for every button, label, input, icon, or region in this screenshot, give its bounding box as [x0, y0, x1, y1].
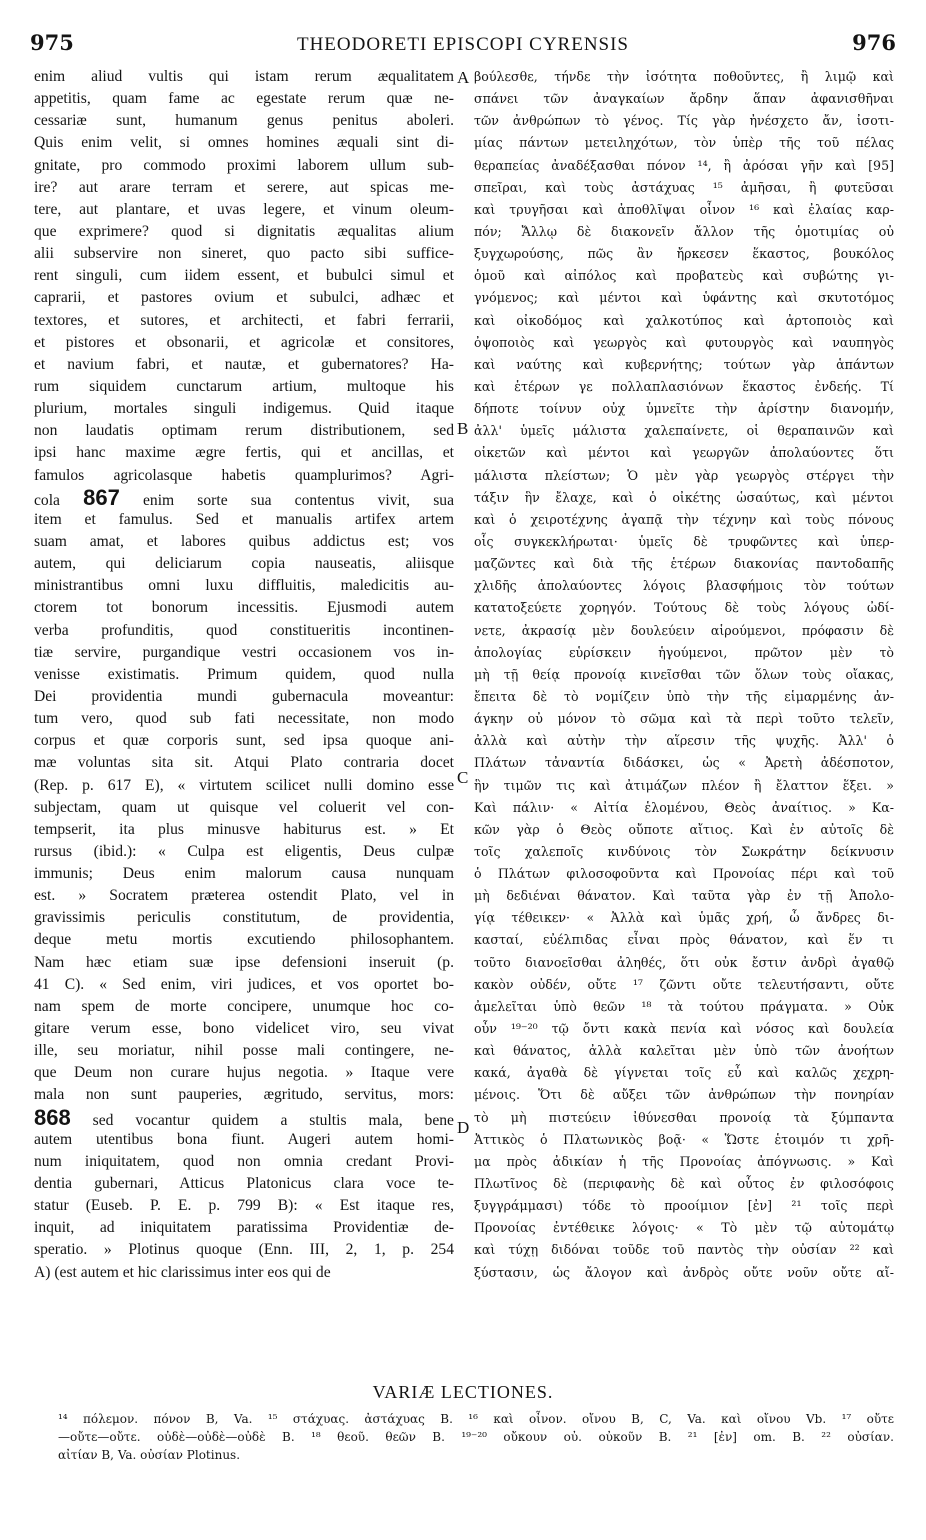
greek-text-line: ὀψοποιὸς καὶ γεωργὸς καὶ φυτουργὸς καὶ ναυπηγὸς: [474, 334, 894, 350]
greek-text-line: ἀπολογίας εὑρίσκειν ἡγούμενοι, πρῶτον μὲν τὸ: [474, 644, 894, 660]
latin-text-line: et pistores et obsonarii, et agricolæ et consitores,: [34, 333, 454, 351]
greek-text-line: Πλάτων τἀναντία διδάσκει, ὡς « Ἀρετὴ ἀδέσποτον,: [474, 755, 894, 771]
latin-text-line: verba profunditis, quod constitueritis incontinen-: [34, 621, 454, 639]
latin-text-line: (Rep. p. 617 E), « virtutem scilicet nulli domino esse: [34, 776, 454, 794]
latin-text-line: suam amat, et labores quibus addictus est; vos: [34, 532, 454, 550]
latin-text-line: ipsi hanc maxime ægre fertis, qui et ancillas, et: [34, 444, 454, 462]
latin-text-line: speratio. » Plotinus quoque (Enn. III, 2, 1, p. 254: [34, 1241, 454, 1259]
greek-text-line: κατατοξεύετε χορηγόν. Τούτους δὲ τοὺς λόγους ὠδί-: [474, 600, 894, 616]
latin-text-line: tum vero, quod sub fati necessitate, non modo: [34, 710, 454, 728]
greek-text-line: Πλωτῖνος δὲ (περιφανὴς δὲ καὶ οὗτος ἐν φιλοσόφοις: [474, 1176, 894, 1192]
latin-text-line: mæ voluntas sita sit. Atqui Plato contraria docet: [34, 754, 454, 772]
latin-text-line: tiæ servire, purgandique vestri occasionem vos in-: [34, 643, 454, 661]
latin-text-line: tere, aut plantare, et uvas legere, et vinum oleum-: [34, 200, 454, 218]
greek-text-line: μαζῶντες καὶ διὰ τῆς ἑτέρων διακονίας παντοδαπῆς: [474, 556, 894, 572]
latin-text-line: caprarii, et pastores ovium et subulci, adhæc et: [34, 289, 454, 307]
latin-text-line: num iniquitatem, quod non omnia credant Provi-: [34, 1152, 454, 1170]
greek-text-line: τῶν ἀνθρώπων τὸ γένος. Τίς γὰρ ἠνέσχετο ἄν, ἰσοτι-: [474, 113, 894, 129]
page-number-left: 975: [30, 30, 74, 55]
variae-lectiones-notes: [58, 1410, 894, 1464]
section-marker-b: B: [457, 419, 469, 438]
greek-text-line: καὶ ναύτης καὶ κυβερνήτης; τούτων γὰρ ἁπάντων: [474, 356, 894, 372]
latin-text-line: enim aliud vultis qui istam rerum æqualitatem: [34, 68, 454, 85]
greek-text-line: καὶ ἑτέρων γε πολλαπλασιόνων ἕκαστος ἐνδεής. Τί: [474, 378, 894, 394]
latin-text-line: subjectam, quam ut quisque vel coluerit vel con-: [34, 798, 454, 816]
latin-text-line: immunis; Deus enim malorum causa nunquam: [34, 865, 454, 883]
running-title: THEODORETI EPISCOPI CYRENSIS: [296, 34, 630, 55]
greek-text-line: τοῖς χαλεποῖς κινδύνοις τὸν Σωκράτην δείκνυσιν: [474, 843, 894, 859]
latin-text-fragment: cola: [34, 491, 60, 509]
latin-text-line: autem utentibus bona fiunt. Augeri autem homi-: [34, 1130, 454, 1148]
greek-text-line: οἷς συγκεκλήρωται· ὑμεῖς δὲ τρυφῶντες καὶ ὑπερ-: [474, 533, 894, 549]
greek-text-line: κῶν γὰρ ὁ Θεὸς οὔποτε αἴτιος. Καὶ ἐν αὐτοῖς δὲ: [474, 821, 894, 837]
latin-text-line: Quis enim velit, si omnes homines æquali sint di-: [34, 134, 454, 152]
latin-text-line: ministrantibus omni luxu diffluitis, maledicitis au-: [34, 577, 454, 595]
latin-text-line: rent singuli, cum iidem essent, et bubulci simul et: [34, 267, 454, 285]
latin-text-line: ire? aut arare terram et serere, aut spicas me-: [34, 178, 454, 196]
variant-note-line: —οὔτε—οὔτε. οὐδὲ—οὐδὲ—οὐδὲ B. ¹⁸ θεοῦ. θεῶν B. ¹⁹⁻²⁰ οὔκουν οὐ. οὐκοῦν B. ²¹ [ἐν] om. B. ²² οὐσίαν.: [58, 1430, 894, 1444]
greek-text-line: χλιδῆς ἀπολαύοντες λόγοις βλασφήμοις τὸν τούτων: [474, 578, 894, 594]
latin-text-line: ille, seu moriatur, nihil posse mali contingere, ne-: [34, 1042, 454, 1060]
latin-text-line: ctorem tot bonorum incessitis. Ejusmodi autem: [34, 599, 454, 617]
section-marker-c: C: [457, 768, 469, 787]
greek-text-line: καὶ ὁ χειροτέχνης ἀγαπᾷ τὴν τέχνην καὶ τοὺς πόνους: [474, 511, 894, 527]
latin-text-line: 41 C). « Sed enim, viri judices, et vos oportet bo-: [34, 975, 454, 993]
latin-text-line: rursus (ibid.): « Culpa est eligentis, Deus culpæ: [34, 842, 454, 860]
latin-text-line: alii subservire non sineret, quo pacto sibi suffice-: [34, 245, 454, 263]
section-marker-a: A: [457, 68, 470, 87]
latin-text-line: venisse existimatis. Primum quidem, quod nulla: [34, 665, 454, 683]
greek-text-line: ξυγχωρούσης, πῶς ἂν ἤρκεσεν ἕκαστος, βουκόλος: [474, 246, 894, 262]
greek-text-line: μὴ τῇ θείᾳ προνοίᾳ κινεῖσθαι τῶν ὅλων τοὺς οἴακας,: [474, 666, 894, 682]
greek-text-line: μα πρὸς ἀδικίαν ἡ τῆς Προνοίας ἀπόγνωσις. » Καὶ: [474, 1153, 894, 1169]
page-header: [30, 30, 896, 60]
latin-text-line: autem, qui deliciarum copia nauseatis, aliisque: [34, 555, 454, 573]
greek-text-line: ξύστασιν, ὡς ἄλογον καὶ ἀνδρὸς οὔτε νοῦν οὔτε αἴ-: [474, 1264, 894, 1280]
greek-text-line: γνόμενος; καὶ μέντοι καὶ ὑφάντης καὶ σκυτοτόμος: [474, 290, 894, 306]
latin-text-line: Nam hæc etiam suæ ipse defensioni inseruit (p.: [34, 953, 454, 971]
greek-text-line: τοῦτο διανοεῖσθαι ἀληθές, ὅτι οὐκ ἔστιν ἀνδρὶ ἀγαθῷ: [474, 954, 894, 970]
latin-text-line: rum siquidem cunctarum artium, multoque his: [34, 377, 454, 395]
variae-lectiones-title: VARIÆ LECTIONES.: [372, 1382, 554, 1402]
latin-text-line: que Deum non curare hujus negotia. » Itaque vere: [34, 1064, 454, 1082]
latin-text-line: gnitate, pro commodo proximi laborem ullum sub-: [34, 156, 454, 174]
latin-text-line: cessariæ sunt, humanum genus penitus aboleri.: [34, 112, 454, 130]
greek-text-line: μὴ δεδιέναι θάνατον. Καὶ ταῦτα γὰρ ἐν τῇ Ἀπολο-: [474, 888, 894, 904]
greek-text-line: καὶ τρυγῆσαι καὶ ἀποθλῖψαι οἶνον ¹⁶ καὶ ἐλαίας καρ-: [474, 201, 894, 217]
latin-text-line: appetitis, quam fame ac egestate rerum quæ ne-: [34, 90, 454, 108]
greek-text-line: τάξιν ἣν ἔλαχε, καὶ ὁ οἰκέτης ὡσαύτως, καὶ μέντοι: [474, 489, 894, 505]
latin-text-line: nam spem de morte concipere, unumque hoc co-: [34, 997, 454, 1015]
latin-text-line: inquit, ad iniquitatem paratissima Providentiæ de-: [34, 1219, 454, 1237]
greek-text-line: τὸ μὴ πιστεύειν ἰθύνεσθαι προνοίᾳ τὰ ξύμπαντα: [474, 1109, 894, 1125]
greek-text-line: Καὶ πάλιν· « Αἰτία ἑλομένου, Θεὸς ἀναίτιος. » Κα-: [474, 799, 894, 815]
greek-text-line: ἔπειτα δὲ τὸ νομίζειν ὑπὸ τὴν τῆς εἱμαρμένης ἀν-: [474, 688, 894, 704]
greek-text-line: δήποτε τοίνυν οὐχ ὑμνεῖτε τὴν ἀρίστην διανομήν,: [474, 401, 894, 417]
column-number-868: 868: [34, 1106, 71, 1129]
greek-text-line: ἀλλ' ὑμεῖς μάλιστα χαλεπαίνετε, οἱ θεραπαινῶν καὶ: [474, 423, 894, 439]
latin-text-line: textores, et sutores, et architecti, et fabri ferrarii,: [34, 311, 454, 329]
greek-text-line: Ἀττικὸς ὁ Πλατωνικὸς βοᾷ· « Ὥστε ἑτοιμόν τι χρῆ-: [474, 1131, 894, 1147]
latin-text-line: corpus et quæ corporis sunt, sed ipsa quoque ani-: [34, 732, 454, 750]
greek-text-line: ὁμοῦ καὶ αἰπόλος καὶ προβατεὺς καὶ συβώτης γι-: [474, 268, 894, 284]
variant-note-line: ¹⁴ πόλεμον. πόνον B, Va. ¹⁵ στάχυας. ἀστάχυας B. ¹⁶ καὶ οἶνον. οἴνου B, C, Va. καὶ οἴνου Vb. ¹⁷ οὔτε: [58, 1412, 894, 1426]
greek-text-line: Προνοίας ἐντέθεικε λόγοις· « Τὸ μὲν τῷ αὐτομάτῳ: [474, 1220, 894, 1236]
greek-text-line: σπεῖραι, καὶ τοὺς ἀστάχυας ¹⁵ ἀμῆσαι, ἢ φυτεῦσαι: [474, 179, 894, 195]
latin-text-line: et navium fabri, et nautæ, et gubernatores? Ha-: [34, 355, 454, 373]
latin-text-line: [34, 1107, 454, 1129]
greek-column: [474, 66, 894, 1284]
greek-text-line: μίας πάντων μετειληχότων, τὸν ὑπὲρ τῆς τοῦ πέλας: [474, 135, 894, 151]
greek-text-line: σπάνει τῶν ἀναγκαίων ἄρδην ἅπαν ἀφανισθῆναι: [474, 91, 894, 107]
latin-text-line: mala non sunt pauperies, ægritudo, servitus, mors:: [34, 1086, 454, 1104]
latin-text-line: deque metu mortis excutiendo philosophantem.: [34, 931, 454, 949]
latin-text-line: que exprimere? quod si dignitatis æqualitas alium: [34, 222, 454, 240]
greek-text-line: γίᾳ τέθεικεν· « Ἀλλὰ καὶ ὑμᾶς χρή, ὦ ἄνδρες δι-: [474, 910, 894, 926]
greek-text-line: μένοις. Ὅτι δὲ αὔξει τῶν ἀνθρώπων τὴν πονηρίαν: [474, 1087, 894, 1103]
latin-text-line: Dei providentia mundi gubernacula moveantur:: [34, 687, 454, 705]
latin-text-line: dentia gubernari, Atticus Platonicus clara voce te-: [34, 1175, 454, 1193]
page-number-right: 976: [852, 30, 896, 55]
variant-note-line: αἰτίαν B, Va. οὐσίαν Plotinus.: [58, 1448, 241, 1462]
greek-text-line: κασταί, εὐέλπιδας εἶναι πρὸς θάνατον, καὶ ἕν τι: [474, 932, 894, 948]
greek-text-line: θεραπείας ἀναδέξασθαι πόνον ¹⁴, ἢ ἀρόσαι γῆν καὶ [95]: [474, 157, 894, 173]
latin-text-line: plurium, mortales singuli indigemus. Quid itaque: [34, 400, 454, 418]
greek-text-line: ξυγγράμμασι) τόδε τὸ προοίμιον [ἐν] ²¹ τοῖς περὶ: [474, 1198, 894, 1214]
latin-text-line: tempserit, ita plus minusve habiturus est. » Et: [34, 820, 454, 838]
greek-text-line: ἀμελεῖται ὑπὸ θεῶν ¹⁸ τὰ τούτου πράγματα. » Οὐκ: [474, 998, 894, 1014]
latin-text-line: famulos agricolasque habetis quamplurimos? Agri-: [34, 466, 454, 484]
greek-text-line: οὖν ¹⁹⁻²⁰ τῷ ὄντι κακὰ πενία καὶ νόσος καὶ δουλεία: [474, 1021, 894, 1037]
greek-text-line: κακὸν οὐδέν, οὔτε ¹⁷ ζῶντι οὔτε τελευτήσαντι, οὔτε: [474, 976, 894, 992]
latin-text-line: est. » Socratem præterea ostendit Plato, vel in: [34, 887, 454, 905]
greek-text-line: πόν; Ἄλλῳ δὲ διακονεῖν ἄλλον τῆς ὁμοτιμίας οὐ: [474, 223, 894, 239]
latin-text-line: non laudatis optimam rerum distributionem, sed: [34, 422, 454, 440]
greek-text-line: ὁ Πλάτων φιλοσοφοῦντα καὶ Προνοίας πέρι καὶ τοῦ: [474, 866, 894, 882]
latin-text-line: [34, 487, 454, 509]
latin-text-line: item et famulus. Sed et manualis artifex artem: [34, 510, 454, 528]
greek-text-line: καὶ θάνατος, ἀλλὰ καλεῖται μὲν ὑπὸ τῶν ἀνοήτων: [474, 1043, 894, 1059]
greek-text-line: νετε, ἀκρασίᾳ μὲν δουλεύειν αἱρούμενοι, πρόφασιν δὲ: [474, 622, 894, 638]
greek-text-line: κακά, ἀγαθὰ δὲ γίγνεται τοῖς εὖ καὶ καλῶς χεχρη-: [474, 1065, 894, 1081]
greek-text-line: οἰκετῶν καὶ μέντοι καὶ γεωργῶν ἀπολαύοντες ὅτι: [474, 445, 894, 461]
greek-text-line: άγκην οὐ μόνον τὸ σῶμα καὶ τὰ περὶ τοῦτο τελεῖν,: [474, 711, 894, 727]
latin-text-line: statur (Euseb. P. E. p. 799 B): « Est itaque res,: [34, 1197, 454, 1215]
greek-text-line: ἣν τιμῶν τις καὶ ἀτιμάζων πλέον ἢ ἔλαττον ἕξει. »: [474, 777, 894, 793]
greek-text-line: μάλιστα πλείστων; Ὁ μὲν γὰρ γεωργὸς στέργει τὴν: [474, 467, 894, 483]
latin-text-fragment: sed vocantur quidem a stultis mala, bene: [92, 1111, 454, 1129]
latin-text-line: gravissimis periculis constitutum, de providentia,: [34, 909, 454, 927]
latin-text-fragment: enim sorte sua contentus vivit, sua: [142, 491, 454, 509]
column-number-867: 867: [83, 486, 120, 509]
greek-text-line: καὶ οἰκοδόμος καὶ χαλκοτύπος καὶ ἀρτοποιὸς καὶ: [474, 312, 894, 328]
section-marker-d: D: [457, 1118, 470, 1137]
greek-text-line: καὶ τύχῃ διδόναι τοῦδε τοῦ παντὸς τὴν οὐσίαν ²² καὶ: [474, 1242, 894, 1258]
latin-text-line: gitare verum esse, bono videlicet viro, seu vivat: [34, 1020, 454, 1038]
greek-text-line: ἀλλὰ καὶ αὐτὴν τὴν αἵρεσιν τῆς ψυχῆς. Ἀλλ' ὁ: [474, 733, 894, 749]
latin-text-line: A) (est autem et hic clarissimus inter eos qui de: [34, 1263, 331, 1281]
latin-column: [34, 66, 454, 1284]
greek-text-line: βούλεσθε, τήνδε τὴν ἰσότητα ποθοῦντες, ἢ λιμῷ καὶ: [474, 69, 894, 84]
